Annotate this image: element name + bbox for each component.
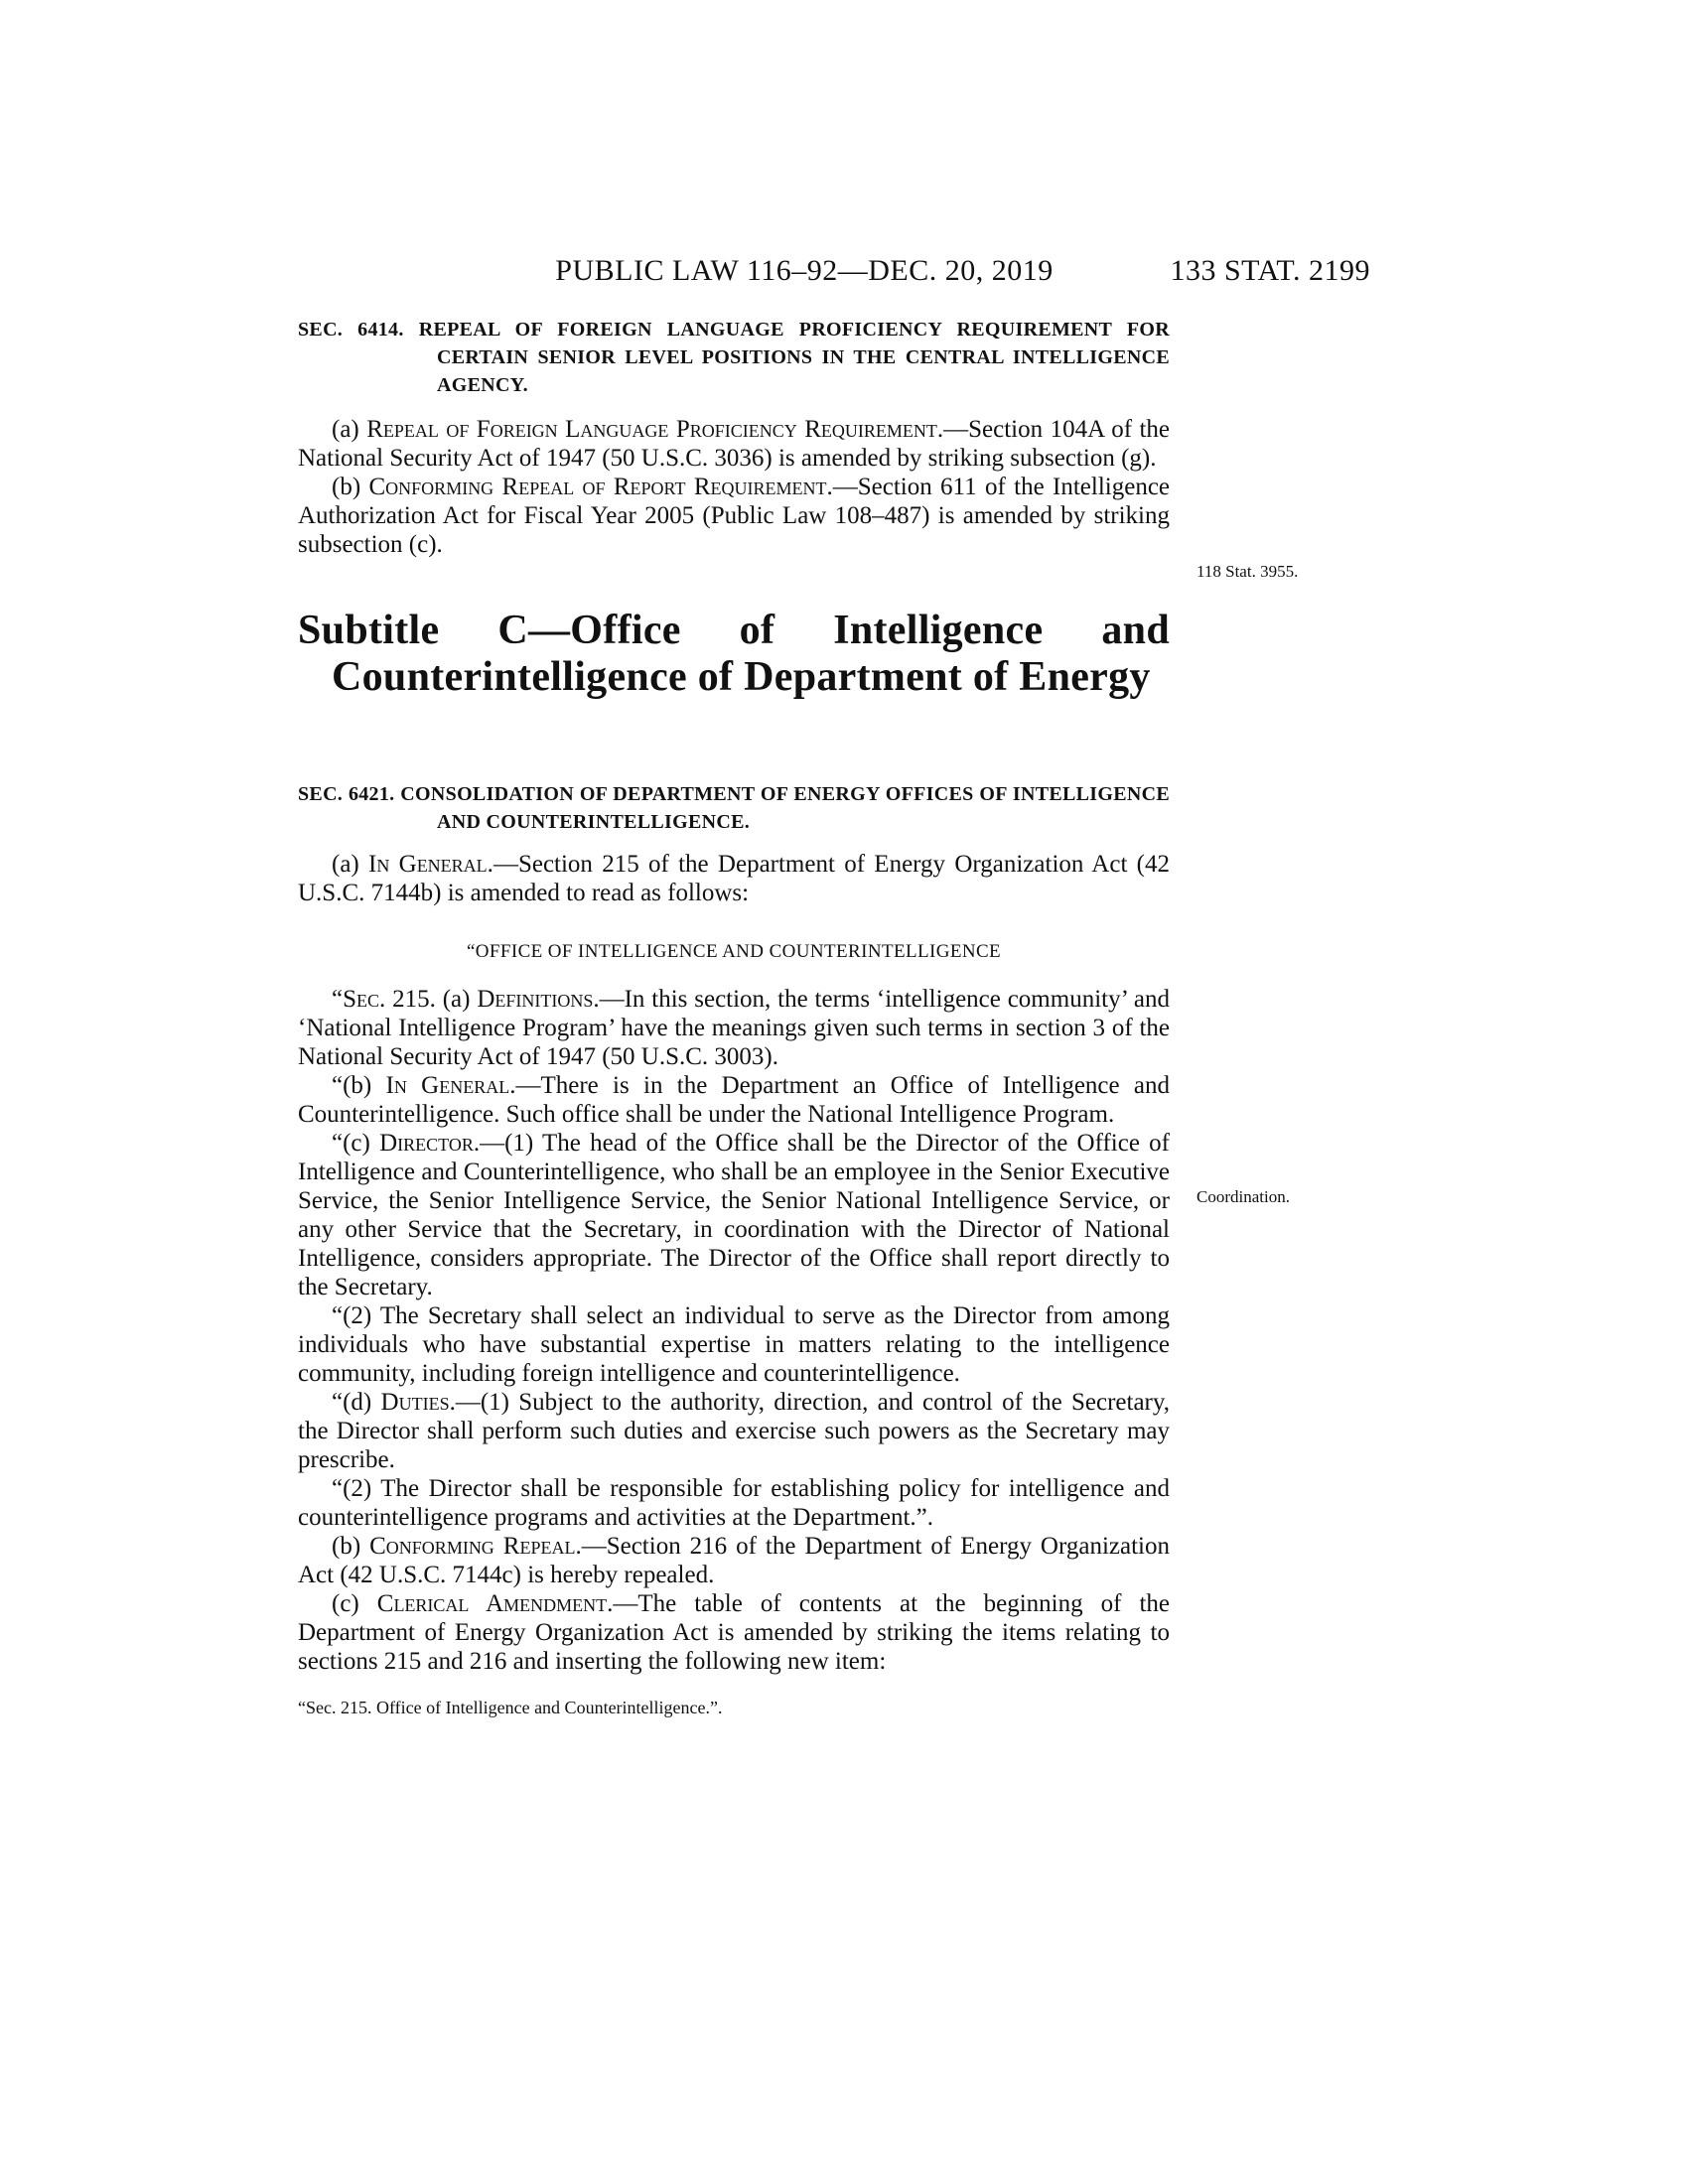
- section-215-b: “(b) In General.—There is in the Department an Office of Intelligence and Counterintelligence. Such office shall be under the National Intelligence Program.: [298, 1072, 1170, 1128]
- section-6421-b-heading: Conforming Repeal.: [369, 1533, 582, 1560]
- section-6414-a: (a) Repeal of Foreign Language Proficiency Requirement.—Section 104A of the National Security Act of 1947 (50 U.S.C. 3036) is amended by striking subsection (g).: [298, 416, 1171, 472]
- running-head-title: PUBLIC LAW 116–92—DEC. 20, 2019: [555, 254, 1054, 287]
- section-215-c1: “(c) Director.—(1) The head of the Office shall be the Director of the Office of Intelligence and Counterintelligence, who shall be an employee in the Senior Executive Service, the Senior Intelligence Service, the Senior National Intelligence Service, or any other Service that the Secretary, in coordination with the Director of National Intelligence, considers appropriate. The Director of the Office shall report directly to the Secretary.: [298, 1130, 1170, 1300]
- margin-note-stat-ref: 118 Stat. 3955.: [1196, 562, 1299, 581]
- section-6421-c-heading: Clerical Amendment.: [376, 1590, 614, 1617]
- section-215-d2: “(2) The Director shall be responsible for establishing policy for intelligence and counterintelligence programs and activities at the Department.”.: [298, 1475, 1170, 1531]
- subtitle-block: [298, 608, 1170, 701]
- section-6414-a-heading: Repeal of Foreign Language Proficiency Requirement.: [366, 416, 944, 443]
- running-head-stat: 133 STAT. 2199: [1170, 254, 1370, 287]
- section-6421-c: (c) Clerical Amendment.—The table of contents at the beginning of the Department of Energy Organization Act is amended by striking the items relating to sections 215 and 216 and inserting the following new item:: [298, 1590, 1171, 1675]
- section-6421-heading: SEC. 6421. CONSOLIDATION OF DEPARTMENT OF ENERGY OFFICES OF INTELLIGENCE AND COUNTERINTELLIGENCE.: [298, 783, 1170, 833]
- quoted-heading: “OFFICE OF INTELLIGENCE AND COUNTERINTELLIGENCE: [466, 941, 1002, 962]
- section-215-c2: “(2) The Secretary shall select an individual to serve as the Director from among individuals who have substantial expertise in matters relating to the intelligence community, including foreign intelligence and counterintelligence.: [298, 1302, 1170, 1387]
- section-6421: [298, 780, 1170, 1718]
- section-6421-b: (b) Conforming Repeal.—Section 216 of the Department of Energy Organization Act (42 U.S.C. 7144c) is hereby repealed.: [298, 1533, 1170, 1588]
- section-215-d-heading: Duties.: [380, 1389, 456, 1416]
- section-6414: [298, 316, 1170, 559]
- section-6421-a-heading: In General.: [368, 851, 493, 878]
- margin-note-coordination: Coordination.: [1196, 1187, 1290, 1206]
- subtitle-heading: Subtitle C—Office of Intelligence and Counterintelligence of Department of Energy: [298, 608, 1170, 700]
- section-215-d1: “(d) Duties.—(1) Subject to the authority, direction, and control of the Secretary, the Director shall perform such duties and exercise such powers as the Secretary may prescribe.: [298, 1389, 1171, 1473]
- section-215-a: “Sec. 215. (a) Definitions.—In this section, the terms ‘intelligence community’ and ‘National Intelligence Program’ have the meanings given such terms in section 3 of the National Security Act of 1947 (50 U.S.C. 3003).: [298, 986, 1171, 1070]
- section-215-b-heading: In General.: [385, 1072, 516, 1099]
- section-6421-a: (a) In General.—Section 215 of the Department of Energy Organization Act (42 U.S.C. 7144b) is amended to read as follows:: [298, 851, 1170, 906]
- section-6414-b-heading: Conforming Repeal of Report Requirement.: [368, 474, 833, 500]
- running-head: [298, 254, 1370, 294]
- toc-item: “Sec. 215. Office of Intelligence and Counterintelligence.”.: [298, 1698, 723, 1717]
- section-6414-heading: SEC. 6414. REPEAL OF FOREIGN LANGUAGE PROFICIENCY REQUIREMENT FOR CERTAIN SENIOR LEVEL POSITIONS IN THE CENTRAL INTELLIGENCE AGENCY.: [298, 319, 1170, 396]
- section-6414-b: (b) Conforming Repeal of Report Requirement.—Section 611 of the Intelligence Authorization Act for Fiscal Year 2005 (Public Law 108–487) is amended by striking subsection (c).: [298, 474, 1171, 558]
- section-215-c-heading: Director.: [379, 1130, 481, 1157]
- section-215-a-heading: Definitions.: [477, 986, 600, 1013]
